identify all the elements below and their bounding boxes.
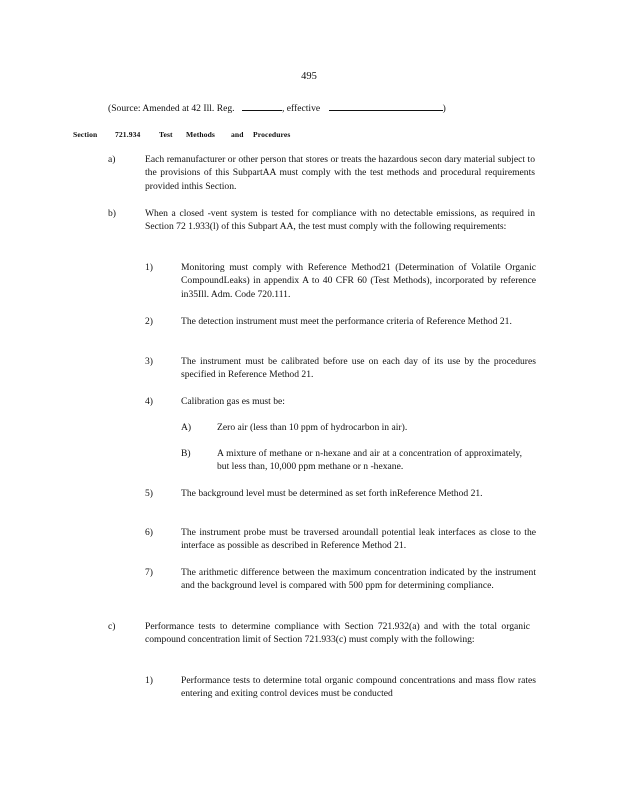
item-b2-text: The detection instrument must meet the performance criteria of Reference Method 21.	[181, 316, 512, 327]
paragraph-a-marker: a)	[108, 154, 116, 165]
section-title-word: Test	[159, 130, 173, 139]
item-c1	[181, 674, 536, 701]
effective-date-blank	[329, 101, 443, 111]
sub-item-a	[217, 421, 535, 434]
item-c1-marker: 1)	[145, 675, 153, 686]
item-b6	[181, 526, 536, 553]
sub-item-a-text: Zero air (less than 10 ppm of hydrocarbon in air).	[217, 422, 408, 433]
item-b5	[181, 487, 491, 500]
item-b6-marker: 6)	[145, 527, 153, 538]
item-b2	[181, 315, 536, 328]
paragraph-b-marker: b)	[108, 208, 116, 219]
paragraph-b	[145, 207, 535, 234]
source-line	[108, 101, 446, 115]
sub-item-b-marker: B)	[181, 448, 191, 459]
item-b7-text: The arithmetic difference between the maximum concentration indicated by the instrument and the background level is compared with 500 ppm for determining compliance.	[181, 567, 536, 592]
section-title-word: Procedures	[253, 130, 291, 139]
item-b7	[181, 566, 536, 593]
page-number: 495	[301, 71, 317, 82]
item-b5-text: The background level must be determined as set forth inReference Method 21.	[181, 488, 483, 499]
section-title-word: and	[231, 130, 244, 139]
paragraph-c	[145, 620, 530, 647]
section-number: 721.934	[115, 130, 141, 139]
item-b6-text: The instrument probe must be traversed aroundall potential leak interfaces as close to the interface as possible as described in Reference Method 21.	[181, 527, 536, 552]
sub-item-a-marker: A)	[181, 422, 192, 433]
item-b1-marker: 1)	[145, 262, 153, 273]
section-label: Section	[73, 130, 98, 139]
source-suffix: )	[442, 103, 446, 114]
item-b3-marker: 3)	[145, 356, 153, 367]
paragraph-a	[145, 153, 535, 193]
item-b4	[181, 395, 536, 408]
item-b2-marker: 2)	[145, 316, 153, 327]
item-b5-marker: 5)	[145, 488, 153, 499]
item-b1-text: Monitoring must comply with Reference Method21 (Determination of Volatile Organic CompoundLeaks) in appendix A to 40 CFR 60 (Test Methods), incorporated by reference in35Ill. Adm. Code 720.111.	[181, 262, 536, 300]
item-b4-text: Calibration gas es must be:	[181, 396, 285, 407]
item-b3	[181, 355, 536, 382]
item-b4-marker: 4)	[145, 396, 153, 407]
paragraph-c-marker: c)	[108, 621, 116, 632]
paragraph-c-text: Performance tests to determine compliance with Section 721.932(a) and with the total organic compound concentration limit of Section 721.933(c) must comply with the following:	[145, 621, 530, 646]
paragraph-a-text: Each remanufacturer or other person that stores or treats the hazardous secon dary material subject to the provisions of this SubpartAA must comply with the test methods and procedural requirements provided inthis Section.	[145, 154, 535, 192]
section-title-word: Methods	[186, 130, 215, 139]
sub-item-b-text: A mixture of methane or n-hexane and air at a concentration of approximately, but less than, 10,000 ppm methane or n -hexane.	[217, 448, 522, 473]
item-b3-text: The instrument must be calibrated before use on each day of its use by the procedures specified in Reference Method 21.	[181, 356, 536, 381]
item-b7-marker: 7)	[145, 567, 153, 578]
source-middle: , effective	[281, 103, 321, 114]
paragraph-b-text: When a closed -vent system is tested for compliance with no detectable emissions, as required in Section 72 1.933(l) of this Subpart AA, the test must comply with the following requirements:	[145, 208, 535, 233]
source-prefix: (Source: Amended at 42 Ill. Reg.	[108, 103, 235, 114]
sub-item-b	[217, 447, 522, 474]
item-c1-text: Performance tests to determine total organic compound concentrations and mass flow rates entering and exiting control devices must be conducted	[181, 675, 536, 700]
item-b1	[181, 261, 536, 301]
reg-blank	[242, 101, 282, 111]
